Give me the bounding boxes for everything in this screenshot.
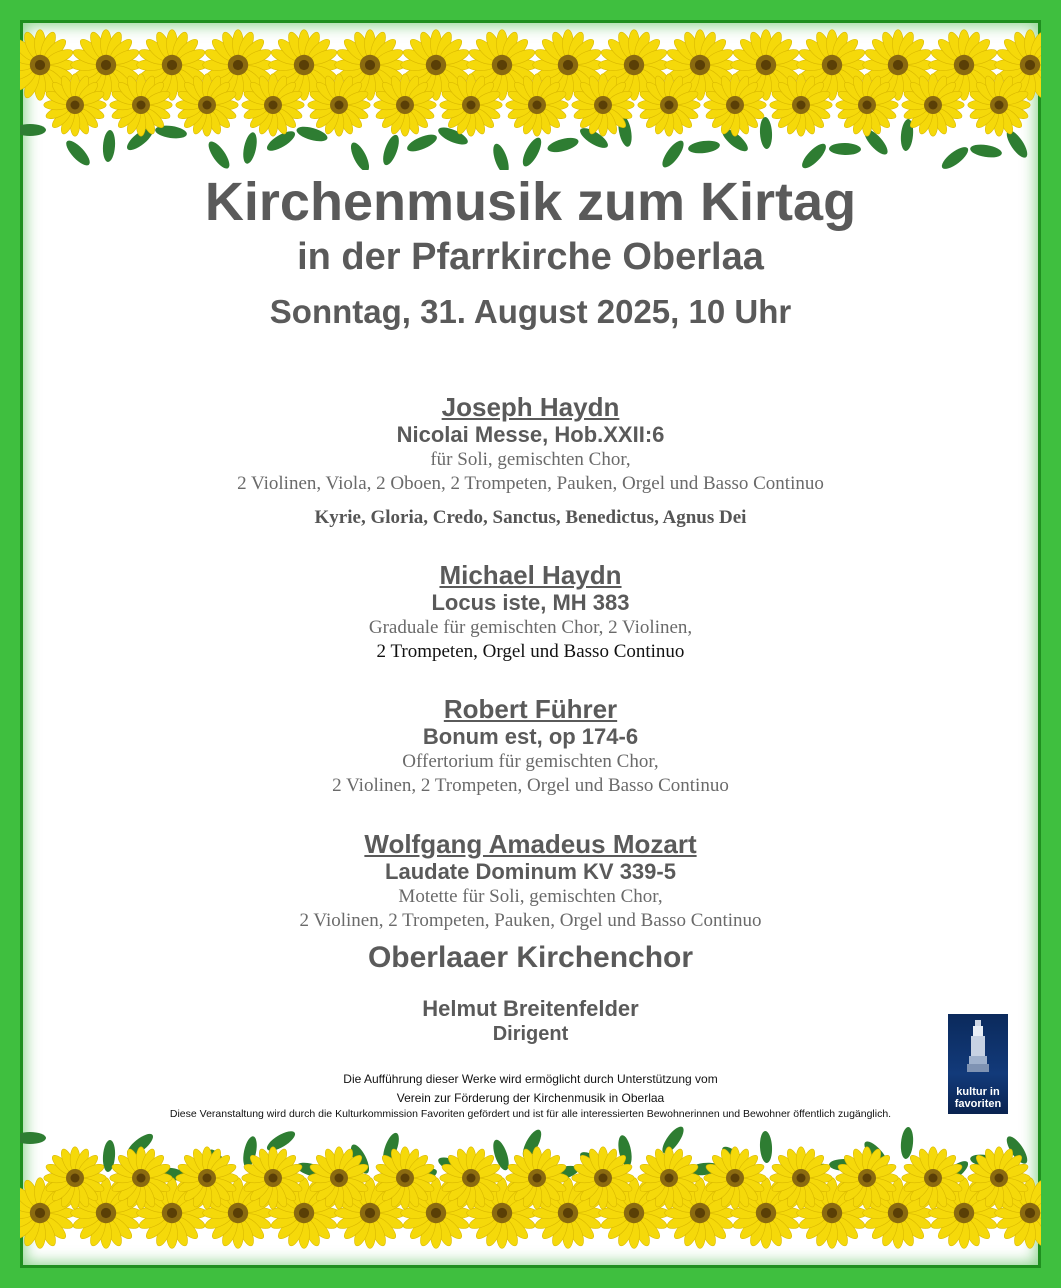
work-title: Locus iste, MH 383: [431, 590, 630, 615]
program-item: [20, 829, 1041, 933]
sunflower-icon: [374, 74, 436, 136]
sunflower-icon: [440, 1147, 502, 1209]
sunflower-icon: [242, 74, 304, 136]
sunflower-border-top: [20, 20, 1041, 170]
sunflower-icon: [572, 74, 634, 136]
sunflower-icon: [836, 1147, 898, 1209]
sunflower-icon: [506, 74, 568, 136]
leaf-icon: [241, 131, 259, 165]
program-item: [20, 560, 1041, 664]
instrumentation-line: 2 Trompeten, Orgel und Basso Continuo: [376, 641, 685, 662]
sunflower-icon: [902, 74, 964, 136]
kultur-in-favoriten-logo: [948, 1014, 1008, 1114]
sunflower-icon: [176, 1147, 238, 1209]
leaf-icon: [799, 140, 830, 170]
statue-icon: [966, 1020, 990, 1072]
sunflower-icon: [836, 74, 898, 136]
leaf-icon: [102, 130, 116, 163]
sunflower-icon: [638, 1147, 700, 1209]
composer-name: Joseph Haydn: [441, 392, 620, 422]
leaf-icon: [405, 131, 439, 155]
sponsor-note: Verein zur Förderung der Kirchenmusik in Oberlaa: [396, 1091, 665, 1105]
sunflower-icon: [44, 1147, 106, 1209]
program-item: [20, 392, 1041, 530]
work-title: Bonum est, op 174-6: [422, 724, 639, 749]
instrumentation-line: 2 Violinen, 2 Trompeten, Orgel und Basso Continuo: [332, 775, 729, 796]
leaf-icon: [1039, 120, 1041, 154]
sunflower-icon: [44, 74, 106, 136]
sunflower-icon: [308, 74, 370, 136]
instrumentation-line: 2 Violinen, 2 Trompeten, Pauken, Orgel und Basso Continuo: [299, 910, 762, 931]
poster-title: Kirchenmusik zum Kirtag: [204, 172, 857, 232]
leaf-icon: [659, 138, 688, 170]
leaf-icon: [519, 135, 545, 169]
sunflower-icon: [638, 74, 700, 136]
sunflower-icon: [902, 1147, 964, 1209]
composer-name: Michael Haydn: [439, 560, 622, 590]
sunflower-icon: [968, 1147, 1030, 1209]
leaf-icon: [900, 1127, 915, 1160]
instrumentation-line: Graduale für gemischten Chor, 2 Violinen,: [368, 617, 693, 638]
program-item: [20, 694, 1041, 798]
sunflower-icon: [176, 74, 238, 136]
sunflower-border-bottom: [20, 1118, 1041, 1268]
work-title: Nicolai Messe, Hob.XXII:6: [396, 422, 665, 447]
leaf-icon: [546, 135, 580, 155]
sunflower-icon: [770, 1147, 832, 1209]
leaf-icon: [1039, 1122, 1041, 1156]
sunflower-garland-top-image: [20, 20, 1041, 170]
sponsor-note: Die Aufführung dieser Werke wird ermöglicht durch Unterstützung vom: [343, 1072, 718, 1086]
composer-name: Robert Führer: [443, 694, 618, 724]
conductor-name: Helmut Breitenfelder: [422, 996, 639, 1021]
leaf-icon: [20, 124, 46, 136]
mass-movements: Kyrie, Gloria, Credo, Sanctus, Benedictus, Agnus Dei: [314, 507, 747, 528]
instrumentation-line: Motette für Soli, gemischten Chor,: [398, 886, 663, 907]
leaf-icon: [347, 140, 372, 170]
leaf-icon: [939, 143, 972, 170]
leaf-icon: [205, 138, 233, 170]
sunflower-icon: [440, 74, 502, 136]
conductor-role: Dirigent: [492, 1023, 569, 1045]
poster-subtitle: in der Pfarrkirche Oberlaa: [297, 236, 764, 278]
logo-text-line: favoriten: [954, 1098, 1002, 1110]
instrumentation-line: 2 Violinen, Viola, 2 Oboen, 2 Trompeten, Pauken, Orgel und Basso Continuo: [237, 473, 824, 494]
leaf-icon: [759, 117, 773, 150]
sunflower-icon: [374, 1147, 436, 1209]
leaf-icon: [687, 139, 720, 155]
leaf-icon: [969, 143, 1002, 160]
choir-name: Oberlaaer Kirchenchor: [367, 941, 694, 974]
logo-wordmark: [948, 1086, 1008, 1110]
leaf-icon: [829, 143, 861, 156]
leaf-icon: [63, 137, 94, 169]
leaf-icon: [380, 133, 402, 167]
leaf-icon: [759, 1131, 773, 1164]
sunflower-icon: [770, 74, 832, 136]
leaf-icon: [490, 142, 512, 170]
sunflower-garland-bottom-image: [20, 1118, 1041, 1268]
sunflower-icon: [110, 74, 172, 136]
leaf-icon: [20, 1132, 46, 1144]
sunflower-icon: [968, 74, 1030, 136]
sunflower-icon: [704, 74, 766, 136]
event-date: Sonntag, 31. August 2025, 10 Uhr: [269, 293, 792, 330]
funding-note: Diese Veranstaltung wird durch die Kulturkommission Favoriten gefördert und ist für alle interessierten Bewohnerinnen und Bewohner öffentlich zugänglich.: [169, 1108, 892, 1120]
leaf-icon: [295, 124, 329, 144]
sunflower-icon: [506, 1147, 568, 1209]
sunflower-icon: [110, 1147, 172, 1209]
logo-text-line: kultur in: [956, 1086, 1000, 1098]
work-title: Laudate Dominum KV 339-5: [385, 859, 676, 884]
composer-name: Wolfgang Amadeus Mozart: [364, 829, 697, 859]
sunflower-icon: [704, 1147, 766, 1209]
instrumentation-line: für Soli, gemischten Chor,: [430, 449, 631, 470]
sunflower-icon: [308, 1147, 370, 1209]
instrumentation-line: Offertorium für gemischten Chor,: [402, 751, 659, 772]
sunflower-icon: [572, 1147, 634, 1209]
sunflower-icon: [242, 1147, 304, 1209]
